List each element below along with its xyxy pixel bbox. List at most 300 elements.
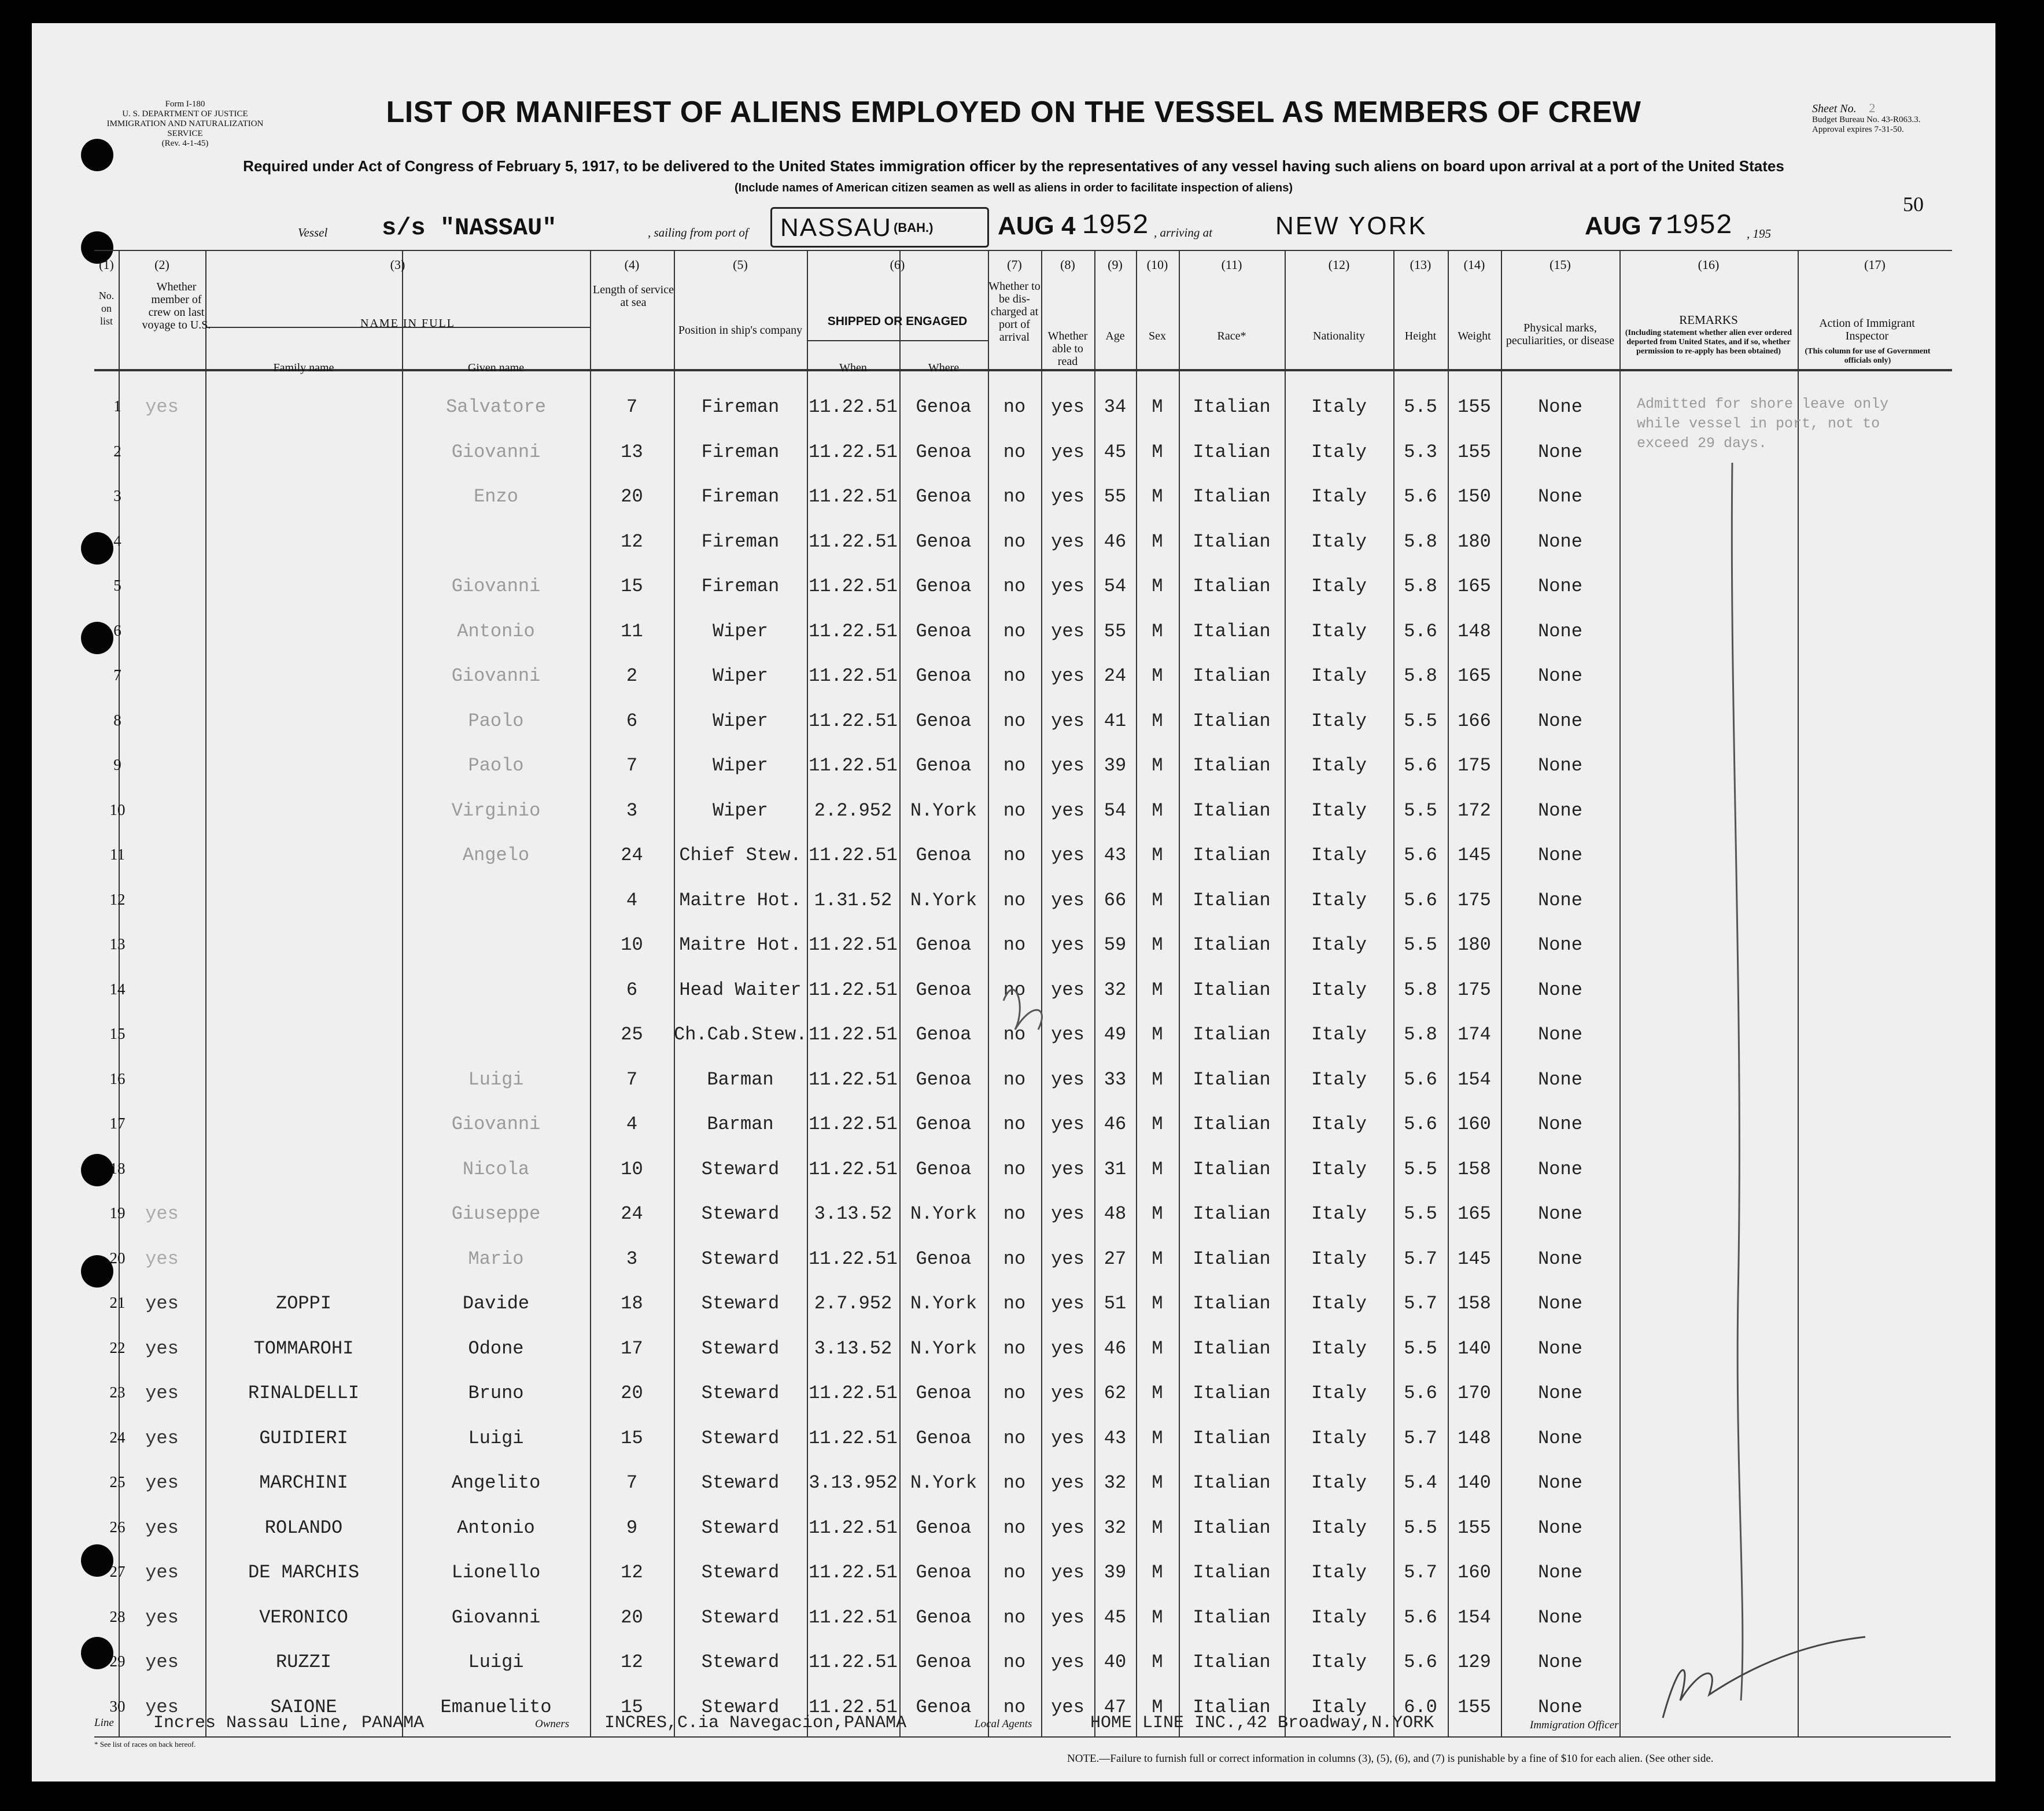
race-cell: Italian [1193, 1158, 1271, 1180]
shipped-when-cell: 11.22.51 [809, 1382, 898, 1404]
discharged-cell: no [1003, 710, 1026, 732]
given-name-cell: Giovanni [451, 665, 541, 687]
able-to-read-cell: yes [1051, 1517, 1084, 1539]
sex-cell: M [1152, 396, 1163, 418]
able-to-read-cell: yes [1051, 1606, 1084, 1628]
able-to-read-cell: yes [1051, 1068, 1084, 1090]
able-to-read-cell: yes [1051, 396, 1084, 418]
discharged-cell: no [1003, 1382, 1026, 1404]
discharged-cell: no [1003, 889, 1026, 911]
race-cell: Italian [1193, 1024, 1271, 1045]
race-cell: Italian [1193, 889, 1271, 911]
position-cell: Steward [701, 1248, 780, 1270]
footer-officer-label: Immigration Officer [1530, 1719, 1619, 1731]
able-to-read-cell: yes [1051, 799, 1084, 821]
height-cell: 5.6 [1404, 1113, 1437, 1135]
sex-cell: M [1152, 576, 1163, 597]
given-name-cell: Antonio [457, 1517, 535, 1539]
footer-rule [94, 1736, 1951, 1738]
physical-marks-cell: None [1538, 1158, 1582, 1180]
given-name-cell: Angelito [451, 1472, 541, 1493]
row-number: 8 [113, 711, 121, 729]
position-cell: Fireman [701, 576, 780, 597]
service-length-cell: 6 [626, 979, 638, 1001]
age-cell: 40 [1104, 1651, 1127, 1673]
weight-cell: 140 [1458, 1337, 1491, 1359]
age-cell: 32 [1104, 1472, 1127, 1493]
race-cell: Italian [1193, 665, 1271, 687]
sex-cell: M [1152, 1606, 1163, 1628]
sheet-number: 2 [1869, 101, 1876, 115]
shipped-where-cell: Genoa [916, 1068, 972, 1090]
row-number: 7 [113, 666, 121, 684]
physical-marks-cell: None [1538, 1248, 1582, 1270]
height-cell: 5.5 [1404, 1337, 1437, 1359]
race-cell: Italian [1193, 576, 1271, 597]
shipped-when-cell: 11.22.51 [809, 1113, 898, 1135]
header-given-name: Given name [467, 362, 525, 374]
physical-marks-cell: None [1538, 710, 1582, 732]
age-cell: 46 [1104, 1337, 1127, 1359]
shipped-when-cell: 11.22.51 [809, 620, 898, 642]
shipped-when-cell: 11.22.51 [809, 1024, 898, 1045]
nationality-cell: Italy [1311, 1337, 1367, 1359]
prev-voyage-cell: yes [145, 1606, 179, 1628]
position-cell: Steward [701, 1651, 780, 1673]
weight-cell: 154 [1458, 1068, 1491, 1090]
physical-marks-cell: None [1538, 1562, 1582, 1583]
header-position: Position in ship's company [678, 324, 803, 337]
column-number: (3) [390, 257, 405, 272]
row-number: 9 [113, 756, 121, 773]
row-number: 26 [109, 1518, 126, 1536]
able-to-read-cell: yes [1051, 710, 1084, 732]
port-to: NEW YORK [1275, 212, 1427, 240]
header-physical-marks: Physical marks, peculiarities, or disease [1506, 322, 1615, 347]
column-number: (6) [890, 257, 905, 272]
service-length-cell: 10 [621, 934, 643, 956]
position-cell: Steward [701, 1472, 780, 1493]
nationality-cell: Italy [1311, 1382, 1367, 1404]
service-length-cell: 20 [621, 486, 643, 507]
shipped-when-cell: 2.2.952 [814, 799, 892, 821]
shipped-where-cell: N.York [910, 1293, 977, 1314]
column-number: (8) [1060, 257, 1075, 272]
race-cell: Italian [1193, 1427, 1271, 1449]
shipped-when-cell: 11.22.51 [809, 576, 898, 597]
given-name-cell: Luigi [468, 1651, 524, 1673]
discharged-cell: no [1003, 934, 1026, 956]
sex-cell: M [1152, 799, 1163, 821]
row-number: 3 [113, 487, 121, 504]
column-number: (4) [624, 257, 640, 272]
weight-cell: 172 [1458, 799, 1491, 821]
height-cell: 5.6 [1404, 1382, 1437, 1404]
shipped-where-cell: Genoa [916, 1158, 972, 1180]
position-cell: Wiper [712, 620, 768, 642]
discharged-cell: no [1003, 1248, 1026, 1270]
shipped-where-cell: Genoa [916, 1651, 972, 1673]
discharged-cell: no [1003, 1427, 1026, 1449]
header-age: Age [1105, 330, 1125, 342]
column-number: (5) [733, 257, 748, 272]
service-length-cell: 7 [626, 1068, 638, 1090]
height-cell: 5.6 [1404, 889, 1437, 911]
height-cell: 5.6 [1404, 486, 1437, 507]
height-cell: 6.0 [1404, 1696, 1437, 1718]
nationality-cell: Italy [1311, 755, 1367, 776]
discharged-cell: no [1003, 1203, 1026, 1224]
shipped-when-cell: 11.22.51 [809, 1248, 898, 1270]
port-from-suffix: (BAH.) [894, 220, 934, 235]
race-cell: Italian [1193, 844, 1271, 866]
row-number: 11 [110, 846, 125, 863]
age-cell: 33 [1104, 1068, 1127, 1090]
position-cell: Wiper [712, 799, 768, 821]
row-number: 2 [113, 442, 121, 460]
row-number: 23 [109, 1384, 126, 1401]
footer-races-note: * See list of races on back hereof. [94, 1740, 196, 1749]
header-shipped-or-engaged: SHIPPED OR ENGAGED [827, 315, 968, 328]
physical-marks-cell: None [1538, 1382, 1582, 1404]
sex-cell: M [1152, 1113, 1163, 1135]
nationality-cell: Italy [1311, 620, 1367, 642]
prev-voyage-cell: yes [145, 1472, 179, 1493]
prev-voyage-cell: yes [145, 1517, 179, 1539]
position-cell: Wiper [712, 665, 768, 687]
subtitle: Required under Act of Congress of February 5, 1917, to be delivered to the United States immigration officer by the representatives of any vessel having such aliens on board upon arrival at a port of the United States [243, 157, 1784, 175]
position-cell: Steward [701, 1517, 780, 1539]
age-cell: 49 [1104, 1024, 1127, 1045]
height-cell: 5.3 [1404, 441, 1437, 463]
age-cell: 41 [1104, 710, 1127, 732]
physical-marks-cell: None [1538, 441, 1582, 463]
footer-note: NOTE.—Failure to furnish full or correct information in columns (3), (5), (6), and (7) is punishable by a fine of $10 for each alien. (See other side. [1067, 1753, 1714, 1765]
race-cell: Italian [1193, 1337, 1271, 1359]
sex-cell: M [1152, 1472, 1163, 1493]
row-number: 1 [113, 397, 121, 415]
weight-cell: 160 [1458, 1113, 1491, 1135]
physical-marks-cell: None [1538, 1024, 1582, 1045]
given-name-cell: Giovanni [451, 576, 541, 597]
weight-cell: 129 [1458, 1651, 1491, 1673]
physical-marks-cell: None [1538, 1472, 1582, 1493]
discharged-cell: no [1003, 1606, 1026, 1628]
header-sex: Sex [1149, 330, 1166, 342]
discharged-cell: no [1003, 1696, 1026, 1718]
physical-marks-cell: None [1538, 1293, 1582, 1314]
service-length-cell: 9 [626, 1517, 638, 1539]
header-previous-voyage: Whether member of crew on last voyage to U.S. [142, 281, 211, 331]
footer-line-value: Incres Nassau Line, PANAMA [153, 1713, 425, 1733]
position-cell: Fireman [701, 530, 780, 552]
race-cell: Italian [1193, 934, 1271, 956]
column-number: (13) [1410, 257, 1431, 272]
physical-marks-cell: None [1538, 799, 1582, 821]
row-number: 22 [109, 1338, 126, 1356]
shipped-when-cell: 11.22.51 [809, 1427, 898, 1449]
able-to-read-cell: yes [1051, 1472, 1084, 1493]
sex-cell: M [1152, 1696, 1163, 1718]
vessel-name: s/s "NASSAU" [382, 214, 557, 242]
given-name-cell: Paolo [468, 755, 524, 776]
able-to-read-cell: yes [1051, 1562, 1084, 1583]
position-cell: Steward [701, 1382, 780, 1404]
service-length-cell: 4 [626, 889, 638, 911]
prev-voyage-cell: yes [145, 1562, 179, 1583]
shipped-where-cell: Genoa [916, 1113, 972, 1135]
arriving-label: , arriving at [1154, 226, 1212, 239]
shipped-where-cell: Genoa [916, 1562, 972, 1583]
sex-cell: M [1152, 1203, 1163, 1224]
header-family-name: Family name [273, 362, 334, 374]
shipped-where-cell: Genoa [916, 1248, 972, 1270]
revision: (Rev. 4-1-45) [161, 139, 209, 148]
header-inspector-action: Action of Immigrant Inspector [1819, 317, 1915, 342]
service-length-cell: 20 [621, 1606, 643, 1628]
service-length-cell: 3 [626, 799, 638, 821]
shipped-when-cell: 11.22.51 [809, 486, 898, 507]
given-name-cell: Salvatore [446, 396, 546, 418]
footer-owners-label: Owners [535, 1718, 570, 1730]
row-number: 30 [109, 1697, 126, 1715]
height-cell: 5.5 [1404, 934, 1437, 956]
service-length-cell: 12 [621, 1651, 643, 1673]
nationality-cell: Italy [1311, 799, 1367, 821]
weight-cell: 148 [1458, 1427, 1491, 1449]
height-cell: 5.7 [1404, 1427, 1437, 1449]
shipped-where-cell: Genoa [916, 486, 972, 507]
shipped-when-cell: 3.13.52 [814, 1337, 892, 1359]
footer-agents-label: Local Agents [975, 1718, 1032, 1730]
weight-cell: 155 [1458, 441, 1491, 463]
race-cell: Italian [1193, 1562, 1271, 1583]
date-from-year: 1952 [1082, 211, 1149, 242]
age-cell: 54 [1104, 799, 1127, 821]
position-cell: Steward [701, 1427, 780, 1449]
header-race: Race* [1217, 330, 1246, 342]
shipped-where-cell: N.York [910, 799, 977, 821]
given-name-cell: Lionello [451, 1562, 541, 1583]
weight-cell: 170 [1458, 1382, 1491, 1404]
row-number: 21 [109, 1294, 126, 1311]
sex-cell: M [1152, 1651, 1163, 1673]
sex-cell: M [1152, 486, 1163, 507]
weight-cell: 180 [1458, 934, 1491, 956]
shipped-when-cell: 11.22.51 [809, 396, 898, 418]
shipped-when-cell: 11.22.51 [809, 755, 898, 776]
race-cell: Italian [1193, 1382, 1271, 1404]
nationality-cell: Italy [1311, 1696, 1367, 1718]
weight-cell: 155 [1458, 1696, 1491, 1718]
age-cell: 32 [1104, 1517, 1127, 1539]
family-name-cell: MARCHINI [259, 1472, 348, 1493]
shipped-when-cell: 11.22.51 [809, 1651, 898, 1673]
service-length-cell: 20 [621, 1382, 643, 1404]
given-name-cell: Giovanni [451, 441, 541, 463]
position-cell: Steward [701, 1696, 780, 1718]
race-cell: Italian [1193, 979, 1271, 1001]
sex-cell: M [1152, 979, 1163, 1001]
physical-marks-cell: None [1538, 1651, 1582, 1673]
given-name-cell: Giovanni [451, 1606, 541, 1628]
nationality-cell: Italy [1311, 441, 1367, 463]
sex-cell: M [1152, 1517, 1163, 1539]
weight-cell: 150 [1458, 486, 1491, 507]
height-cell: 5.7 [1404, 1248, 1437, 1270]
physical-marks-cell: None [1538, 486, 1582, 507]
department: U. S. DEPARTMENT OF JUSTICE [122, 109, 248, 119]
sex-cell: M [1152, 1427, 1163, 1449]
shipped-where-cell: Genoa [916, 979, 972, 1001]
shipped-when-cell: 11.22.51 [809, 530, 898, 552]
position-cell: Steward [701, 1158, 780, 1180]
header-height: Height [1404, 330, 1437, 342]
shipped-when-cell: 11.22.51 [809, 844, 898, 866]
column-number: (9) [1108, 257, 1123, 272]
weight-cell: 148 [1458, 620, 1491, 642]
given-name-cell: Luigi [468, 1427, 524, 1449]
discharged-cell: no [1003, 1024, 1026, 1045]
discharged-cell: no [1003, 486, 1026, 507]
shipped-where-cell: Genoa [916, 934, 972, 956]
sex-cell: M [1152, 934, 1163, 956]
row-number: 25 [109, 1473, 126, 1491]
service: IMMIGRATION AND NATURALIZATION SERVICE [106, 119, 264, 138]
position-cell: Barman [707, 1068, 774, 1090]
sex-cell: M [1152, 530, 1163, 552]
discharged-cell: no [1003, 1517, 1026, 1539]
service-length-cell: 2 [626, 665, 638, 687]
column-number: (1) [99, 257, 114, 272]
height-cell: 5.6 [1404, 755, 1437, 776]
vessel-label: Vessel [298, 226, 328, 239]
able-to-read-cell: yes [1051, 755, 1084, 776]
position-cell: Steward [701, 1203, 780, 1224]
service-length-cell: 17 [621, 1337, 643, 1359]
header-no-on-list: No. on list [98, 290, 115, 327]
column-number: (11) [1221, 257, 1242, 272]
able-to-read-cell: yes [1051, 1293, 1084, 1314]
sex-cell: M [1152, 441, 1163, 463]
shipped-where-cell: Genoa [916, 1427, 972, 1449]
age-cell: 45 [1104, 441, 1127, 463]
given-name-cell: Nicola [462, 1158, 530, 1180]
nationality-cell: Italy [1311, 1248, 1367, 1270]
nationality-cell: Italy [1311, 576, 1367, 597]
row-number: 14 [109, 980, 126, 998]
physical-marks-cell: None [1538, 396, 1582, 418]
given-name-cell: Bruno [468, 1382, 524, 1404]
age-cell: 51 [1104, 1293, 1127, 1314]
able-to-read-cell: yes [1051, 979, 1084, 1001]
row-number: 20 [109, 1249, 126, 1267]
discharged-cell: no [1003, 979, 1026, 1001]
subtitle-note: (Include names of American citizen seamen as well as aliens in order to facilitate inspection of aliens) [734, 182, 1293, 194]
shipped-where-cell: Genoa [916, 665, 972, 687]
prev-voyage-cell: yes [145, 1427, 179, 1449]
shipped-when-cell: 11.22.51 [809, 710, 898, 732]
page-number: 50 [1903, 193, 1924, 216]
column-number: (16) [1698, 257, 1720, 272]
shipped-when-cell: 11.22.51 [809, 665, 898, 687]
height-cell: 5.6 [1404, 1651, 1437, 1673]
discharged-cell: no [1003, 1472, 1026, 1493]
family-name-cell: VERONICO [259, 1606, 348, 1628]
able-to-read-cell: yes [1051, 530, 1084, 552]
shipped-where-cell: N.York [910, 889, 977, 911]
shipped-where-cell: Genoa [916, 530, 972, 552]
service-length-cell: 12 [621, 530, 643, 552]
nationality-cell: Italy [1311, 1606, 1367, 1628]
row-number: 12 [109, 890, 126, 908]
budget-number: Budget Bureau No. 43-R063.3. [1812, 115, 1921, 124]
height-cell: 5.5 [1404, 799, 1437, 821]
discharged-cell: no [1003, 844, 1026, 866]
nationality-cell: Italy [1311, 1651, 1367, 1673]
able-to-read-cell: yes [1051, 441, 1084, 463]
shipped-when-cell: 11.22.51 [809, 1562, 898, 1583]
shipped-where-cell: N.York [910, 1203, 977, 1224]
nationality-cell: Italy [1311, 1203, 1367, 1224]
nationality-cell: Italy [1311, 1517, 1367, 1539]
age-cell: 55 [1104, 486, 1127, 507]
physical-marks-cell: None [1538, 665, 1582, 687]
service-length-cell: 7 [626, 396, 638, 418]
age-cell: 24 [1104, 665, 1127, 687]
height-cell: 5.8 [1404, 665, 1437, 687]
column-number: (7) [1007, 257, 1022, 272]
weight-cell: 166 [1458, 710, 1491, 732]
date-to-year: 1952 [1666, 211, 1733, 242]
shipped-where-cell: N.York [910, 1337, 977, 1359]
weight-cell: 175 [1458, 979, 1491, 1001]
nationality-cell: Italy [1311, 1113, 1367, 1135]
service-length-cell: 4 [626, 1113, 638, 1135]
nationality-cell: Italy [1311, 1024, 1367, 1045]
age-cell: 59 [1104, 934, 1127, 956]
service-length-cell: 15 [621, 1427, 643, 1449]
race-cell: Italian [1193, 1606, 1271, 1628]
position-cell: Fireman [701, 396, 780, 418]
row-number: 10 [109, 801, 126, 818]
weight-cell: 154 [1458, 1606, 1491, 1628]
header-discharged: Whether to be dis-charged at port of arrival [988, 280, 1041, 344]
nationality-cell: Italy [1311, 1562, 1367, 1583]
ditto-stroke [1732, 463, 1743, 1701]
able-to-read-cell: yes [1051, 1382, 1084, 1404]
nationality-cell: Italy [1311, 486, 1367, 507]
age-cell: 54 [1104, 576, 1127, 597]
signature-stroke [1663, 1637, 1865, 1718]
nationality-cell: Italy [1311, 1068, 1367, 1090]
prev-voyage-cell: yes [145, 1337, 179, 1359]
sex-cell: M [1152, 1248, 1163, 1270]
weight-cell: 158 [1458, 1293, 1491, 1314]
given-name-cell: Giovanni [451, 1113, 541, 1135]
family-name-cell: GUIDIERI [259, 1427, 348, 1449]
height-cell: 5.6 [1404, 620, 1437, 642]
position-cell: Head Waiter [679, 979, 802, 1001]
shipped-where-cell: Genoa [916, 1382, 972, 1404]
family-name-cell: DE MARCHIS [248, 1562, 360, 1583]
sex-cell: M [1152, 710, 1163, 732]
age-cell: 32 [1104, 979, 1127, 1001]
race-cell: Italian [1193, 755, 1271, 776]
nationality-cell: Italy [1311, 889, 1367, 911]
nationality-cell: Italy [1311, 1158, 1367, 1180]
age-cell: 45 [1104, 1606, 1127, 1628]
